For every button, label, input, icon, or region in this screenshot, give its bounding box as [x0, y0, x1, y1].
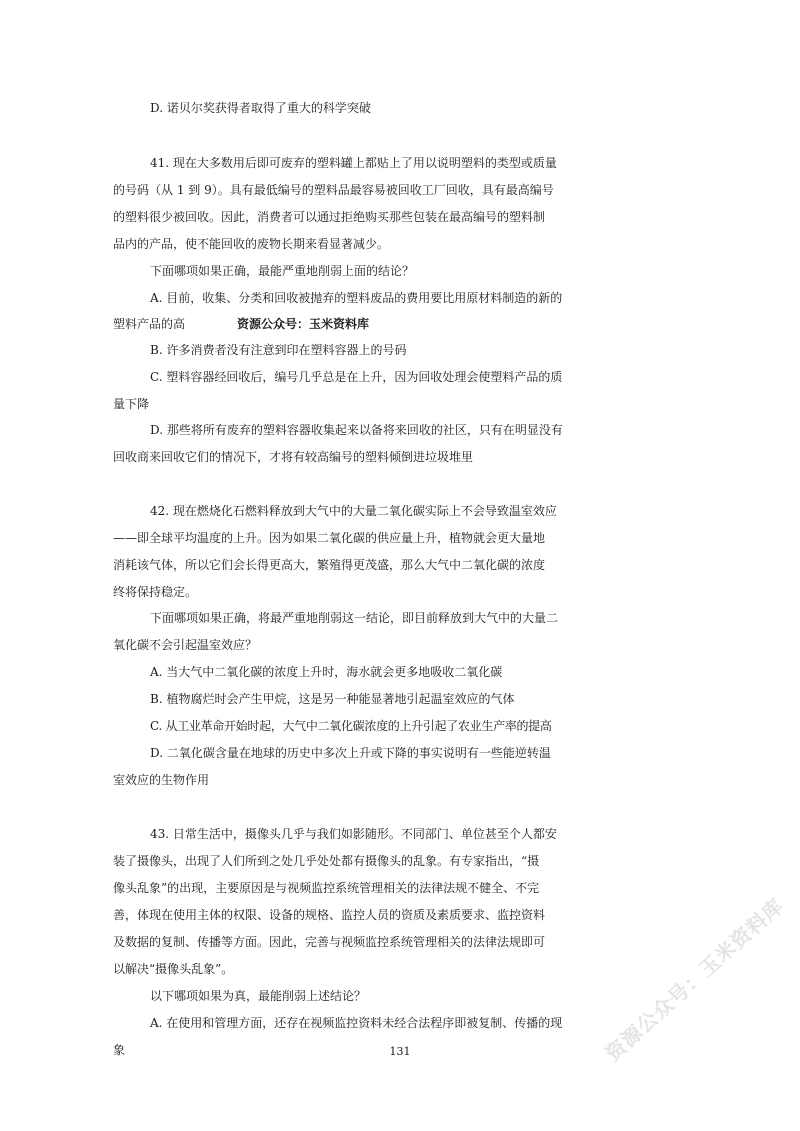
q42-stem-line: 消耗该气体，所以它们会长得更高大，繁殖得更茂盛，那么大气中二氧化碳的浓度 [113, 558, 546, 572]
q43-stem-line: 像头乱象”的出现，主要原因是与视频监控系统管理相关的法律法规不健全、不完 [113, 881, 540, 895]
q41-option-c-line2: 量下降 [113, 397, 150, 411]
q42-stem-line: 42. 现在燃烧化石燃料释放到大气中的大量二氧化碳实际上不会导致温室效应 [150, 504, 557, 518]
page-number: 131 [389, 1045, 411, 1058]
q43-option-a-line2: 象 [113, 1043, 126, 1057]
q42-option-d-line1: D. 二氧化碳含量在地球的历史中多次上升或下降的事实说明有一些能逆转温 [150, 746, 551, 760]
q43-stem-line: 装了摄像头，出现了人们所到之处几乎处处都有摄像头的乱象。有专家指出，“摄 [113, 854, 540, 868]
q42-option-d-line2: 室效应的生物作用 [113, 773, 210, 787]
q42-option-c: C. 从工业革命开始时起，大气中二氧化碳浓度的上升引起了农业生产率的提高 [150, 719, 552, 733]
q41-stem-line: 的塑料很少被回收。因此，消费者可以通过拒绝购买那些包装在最高编号的塑料制 [113, 210, 546, 224]
q42-question-line2: 氧化碳不会引起温室效应？ [113, 638, 258, 652]
q43-option-a-line1: A. 在使用和管理方面，还存在视频监控资料未经合法程序即被复制、传播的现 [150, 1016, 563, 1030]
q42-stem-line: ——即全球平均温度的上升。因为如果二氧化碳的供应量上升，植物就会更大量地 [113, 531, 546, 545]
q41-stem-line: 的号码（从 1 到 9）。具有最低编号的塑料品最容易被回收工厂回收，具有最高编号 [113, 183, 554, 197]
q41-option-d-line1: D. 那些将所有废弃的塑料容器收集起来以备将来回收的社区，只有在明显没有 [150, 423, 563, 437]
q42-option-b: B. 植物腐烂时会产生甲烷，这是另一种能显著地引起温室效应的气体 [150, 692, 515, 706]
inline-source-label: 资源公众号：玉米资料库 [237, 317, 370, 331]
q42-question-line1: 下面哪项如果正确，将最严重地削弱这一结论，即目前释放到大气中的大量二 [150, 611, 559, 625]
q41-stem-line: 41. 现在大多数用后即可废弃的塑料罐上都贴上了用以说明塑料的类型或质量 [150, 156, 557, 170]
q41-option-d-line2: 回收商来回收它们的情况下，才将有较高编号的塑料倾倒进垃圾堆里 [113, 450, 474, 464]
watermark: 资源公众号：玉米资料库 [600, 893, 789, 1066]
q41-option-c-line1: C. 塑料容器经回收后，编号几乎总是在上升，因为回收处理会使塑料产品的质 [150, 370, 563, 384]
q43-question: 以下哪项如果为真，最能削弱上述结论？ [150, 989, 367, 1003]
q41-question: 下面哪项如果正确，最能严重地削弱上面的结论？ [150, 264, 415, 278]
q43-stem-line: 善，体现在使用主体的权限、设备的规格、监控人员的资质及素质要求、监控资料 [113, 908, 546, 922]
q43-stem-line: 43. 日常生活中，摄像头几乎与我们如影随形。不同部门、单位甚至个人都安 [150, 827, 557, 841]
q41-stem-line: 品内的产品，使不能回收的废物长期来看显著减少。 [113, 237, 390, 251]
q41-option-b: B. 许多消费者没有注意到印在塑料容器上的号码 [150, 343, 407, 357]
q41-option-a-line1: A. 目前，收集、分类和回收被抛弃的塑料废品的费用要比用原材料制造的新的 [150, 291, 563, 305]
prev-question-option-d: D. 诺贝尔奖获得者取得了重大的科学突破 [150, 101, 371, 115]
q41-option-a-line2 [0, 313, 800, 335]
q42-stem-line: 终将保持稳定。 [113, 585, 198, 599]
q43-stem-line: 以解决“摄像头乱象”。 [113, 962, 234, 976]
q42-option-a: A. 当大气中二氧化碳的浓度上升时，海水就会更多地吸收二氧化碳 [150, 665, 503, 679]
q43-stem-line: 及数据的复制、传播等方面。因此，完善与视频监控系统管理相关的法律法规即可 [113, 935, 546, 949]
q41-option-a-text: 塑料产品的高 [113, 317, 186, 331]
